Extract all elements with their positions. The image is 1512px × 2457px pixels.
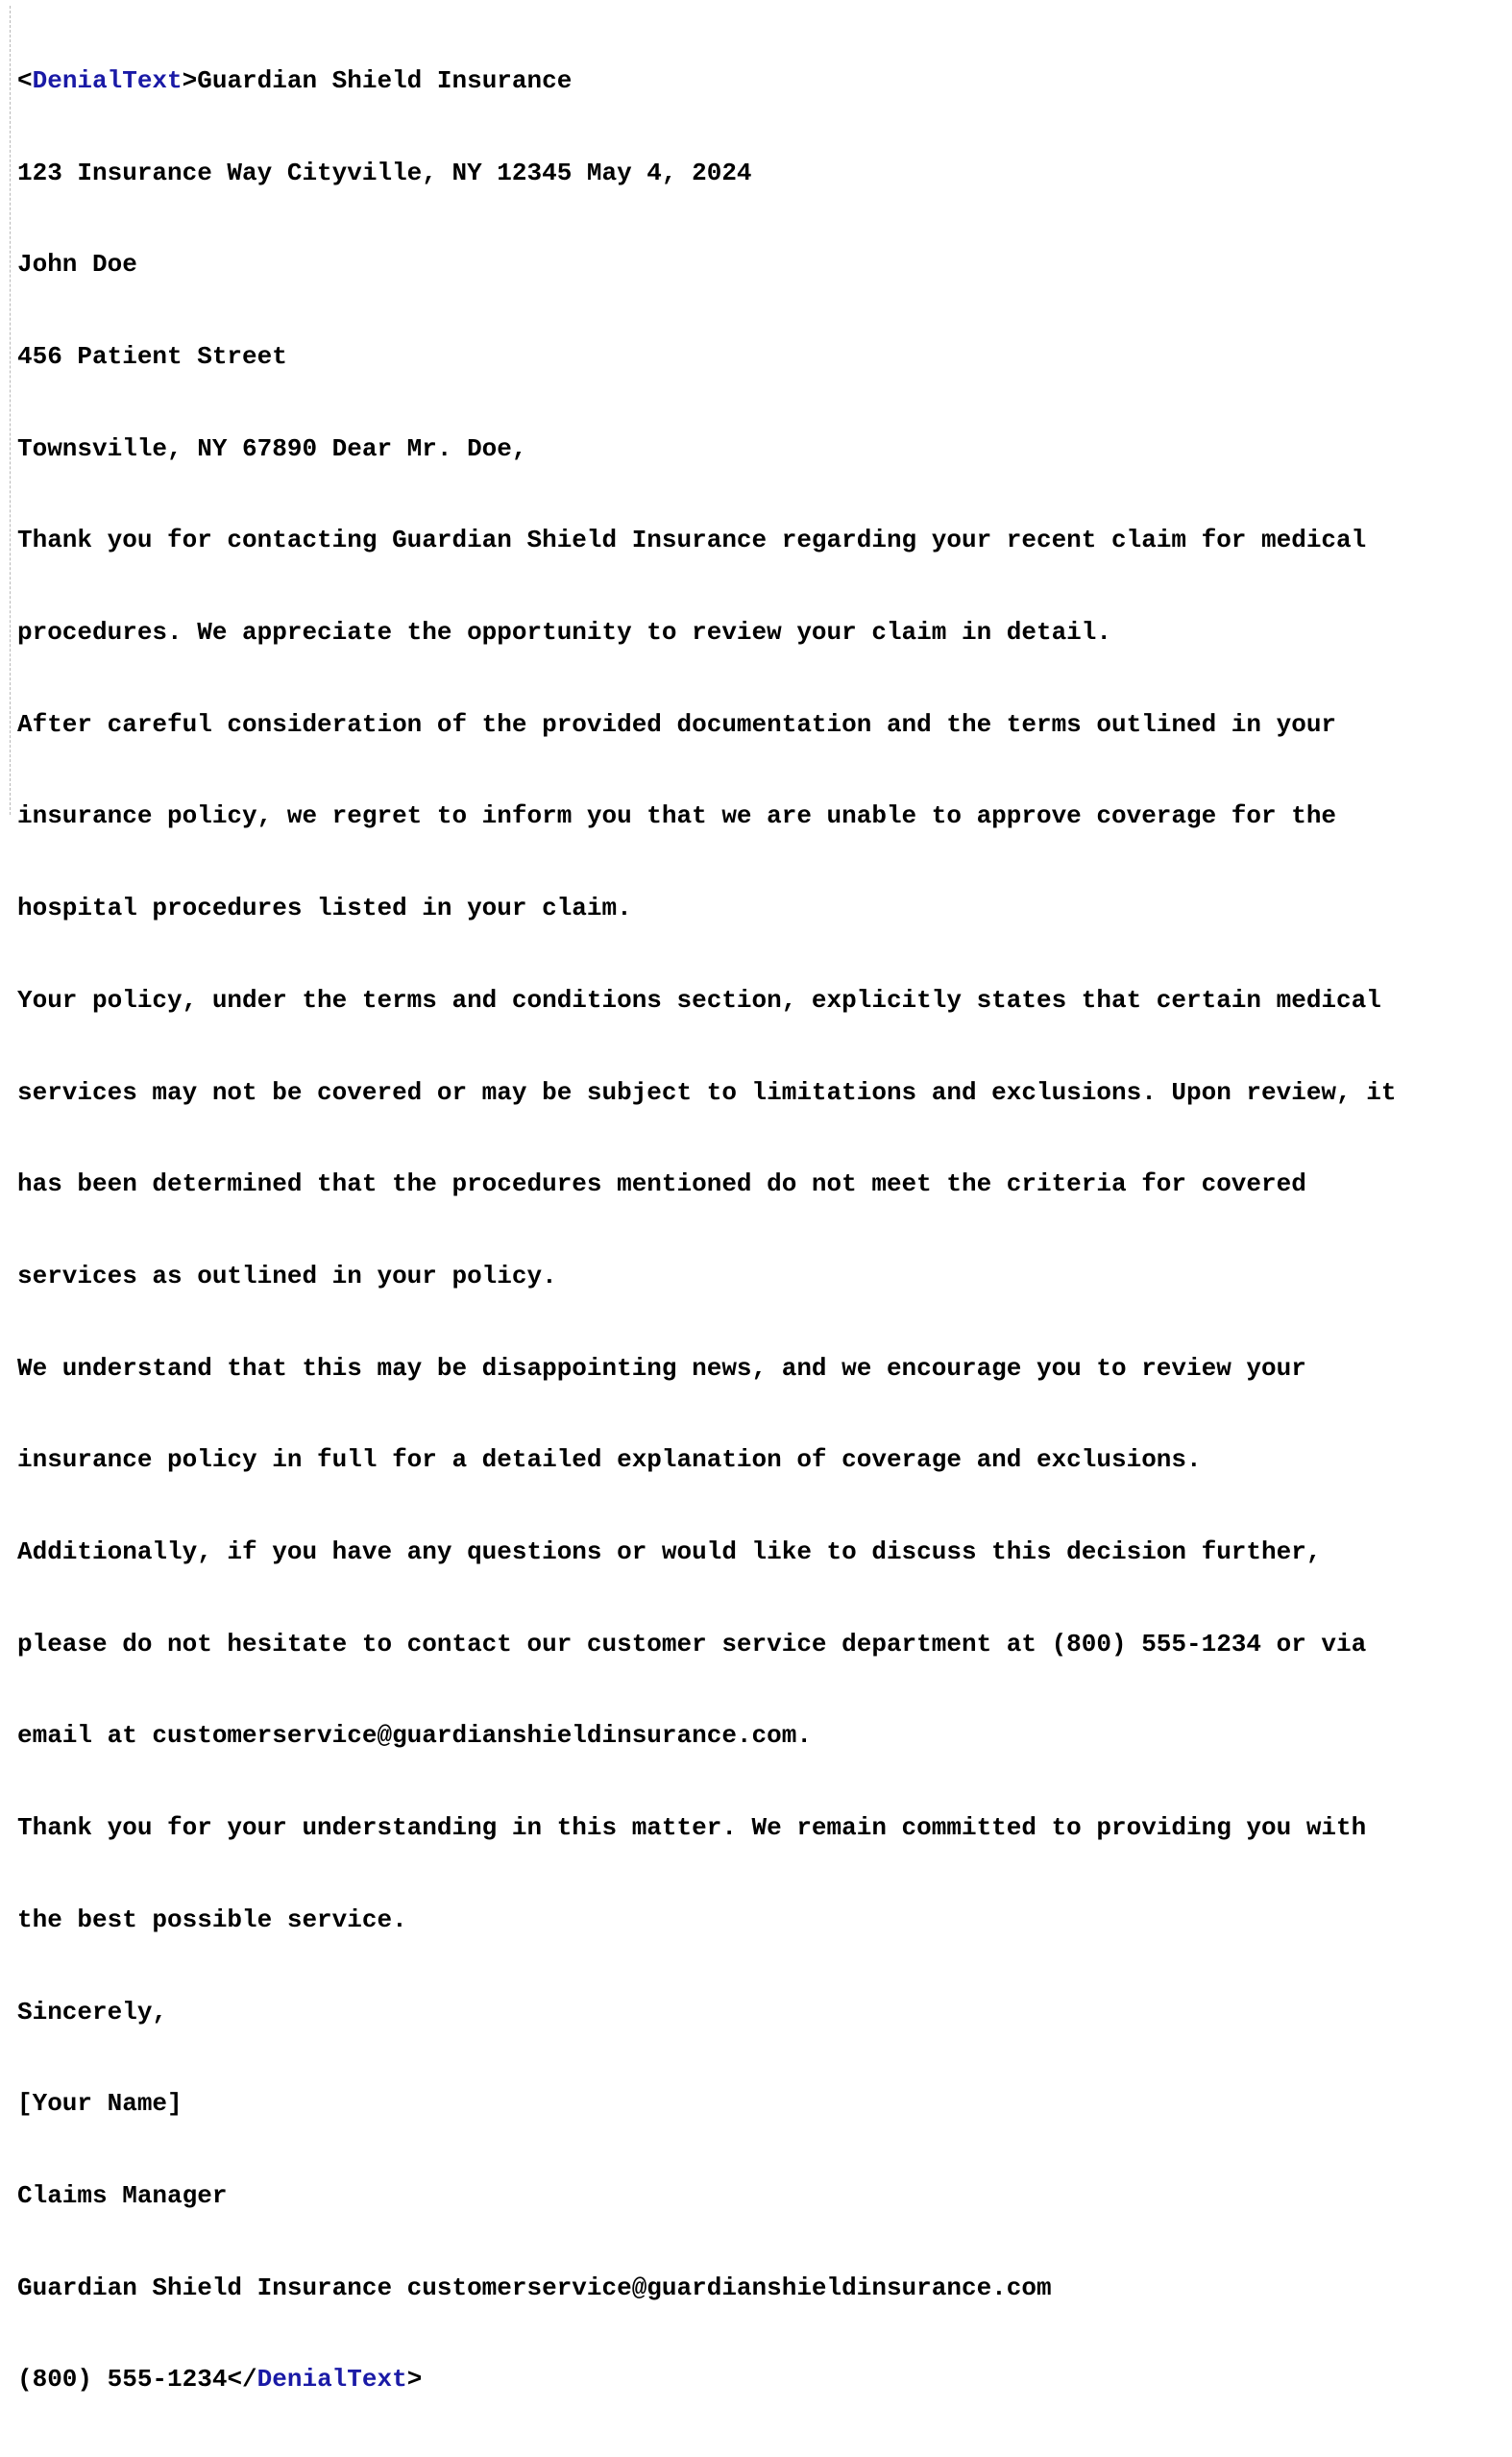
text-line: email at customerservice@guardianshieldinsurance.com. bbox=[17, 1721, 812, 1751]
code-line bbox=[17, 2089, 1396, 2120]
text-line: Guardian Shield Insurance bbox=[197, 65, 573, 95]
code-line bbox=[17, 894, 1396, 924]
text-line: Thank you for your understanding in this matter. We remain committed to providing you with bbox=[17, 1813, 1367, 1843]
code-line bbox=[17, 1721, 1396, 1752]
code-line bbox=[17, 2365, 1396, 2396]
code-line bbox=[17, 710, 1396, 741]
code-line bbox=[17, 1169, 1396, 1200]
code-line bbox=[17, 434, 1396, 465]
code-line bbox=[17, 1537, 1396, 1568]
text-line: hospital procedures listed in your claim. bbox=[17, 894, 632, 923]
text-line: Townsville, NY 67890 Dear Mr. Doe, bbox=[17, 433, 527, 463]
code-line bbox=[17, 1905, 1396, 1936]
code-line bbox=[17, 1262, 1396, 1292]
code-line bbox=[17, 801, 1396, 832]
text-line: procedures. We appreciate the opportunity to review your claim in detail. bbox=[17, 618, 1111, 648]
text-line: We understand that this may be disappointing news, and we encourage you to review your bbox=[17, 1353, 1306, 1383]
indent-guide bbox=[10, 6, 11, 815]
code-line bbox=[17, 1078, 1396, 1109]
code-line bbox=[17, 1998, 1396, 2028]
text-line: Additionally, if you have any questions or would like to discuss this decision further, bbox=[17, 1537, 1322, 1567]
code-line bbox=[17, 1813, 1396, 1844]
code-line bbox=[17, 986, 1396, 1017]
text-line: John Doe bbox=[17, 250, 137, 280]
end-tag-close-bracket: > bbox=[406, 2365, 423, 2395]
text-line: After careful consideration of the provided documentation and the terms outlined in your bbox=[17, 709, 1337, 739]
closing-tag-name: DenialText bbox=[256, 2365, 407, 2395]
text-line: services may not be covered or may be subject to limitations and exclusions. Upon review, it bbox=[17, 1077, 1397, 1107]
code-line bbox=[17, 66, 1396, 97]
text-line: Your policy, under the terms and conditions section, explicitly states that certain medical bbox=[17, 985, 1381, 1015]
text-line: 456 Patient Street bbox=[17, 341, 287, 371]
text-line: Thank you for contacting Guardian Shield Insurance regarding your recent claim for medical bbox=[17, 526, 1367, 555]
code-line bbox=[17, 1445, 1396, 1476]
text-line: insurance policy in full for a detailed explanation of coverage and exclusions. bbox=[17, 1445, 1202, 1475]
tag-open-bracket: < bbox=[17, 65, 33, 95]
code-line bbox=[17, 159, 1396, 189]
text-line: the best possible service. bbox=[17, 1904, 407, 1934]
text-line: Claims Manager bbox=[17, 2180, 228, 2210]
opening-tag-name: DenialText bbox=[32, 65, 183, 95]
text-line: please do not hesitate to contact our customer service department at (800) 555-1234 or via bbox=[17, 1629, 1367, 1658]
code-line bbox=[17, 342, 1396, 373]
code-line bbox=[17, 526, 1396, 556]
code-line bbox=[17, 2181, 1396, 2212]
code-line bbox=[17, 618, 1396, 649]
text-line: Guardian Shield Insurance customerservice@guardianshieldinsurance.com bbox=[17, 2273, 1052, 2302]
end-tag-open-bracket: </ bbox=[227, 2365, 257, 2395]
tag-close-bracket: > bbox=[182, 65, 198, 95]
text-line: [Your Name] bbox=[17, 2089, 183, 2119]
text-line: services as outlined in your policy. bbox=[17, 1261, 557, 1290]
text-line: insurance policy, we regret to inform you that we are unable to approve coverage for the bbox=[17, 801, 1337, 831]
code-line bbox=[17, 1354, 1396, 1385]
code-line bbox=[17, 250, 1396, 281]
xml-content[interactable] bbox=[17, 5, 1396, 2457]
text-line: has been determined that the procedures mentioned do not meet the criteria for covered bbox=[17, 1169, 1306, 1199]
code-line bbox=[17, 1630, 1396, 1660]
text-line: 123 Insurance Way Cityville, NY 12345 May 4, 2024 bbox=[17, 158, 752, 187]
text-line: (800) 555-1234 bbox=[17, 2365, 228, 2395]
text-line: Sincerely, bbox=[17, 1997, 168, 2027]
code-line bbox=[17, 2273, 1396, 2304]
